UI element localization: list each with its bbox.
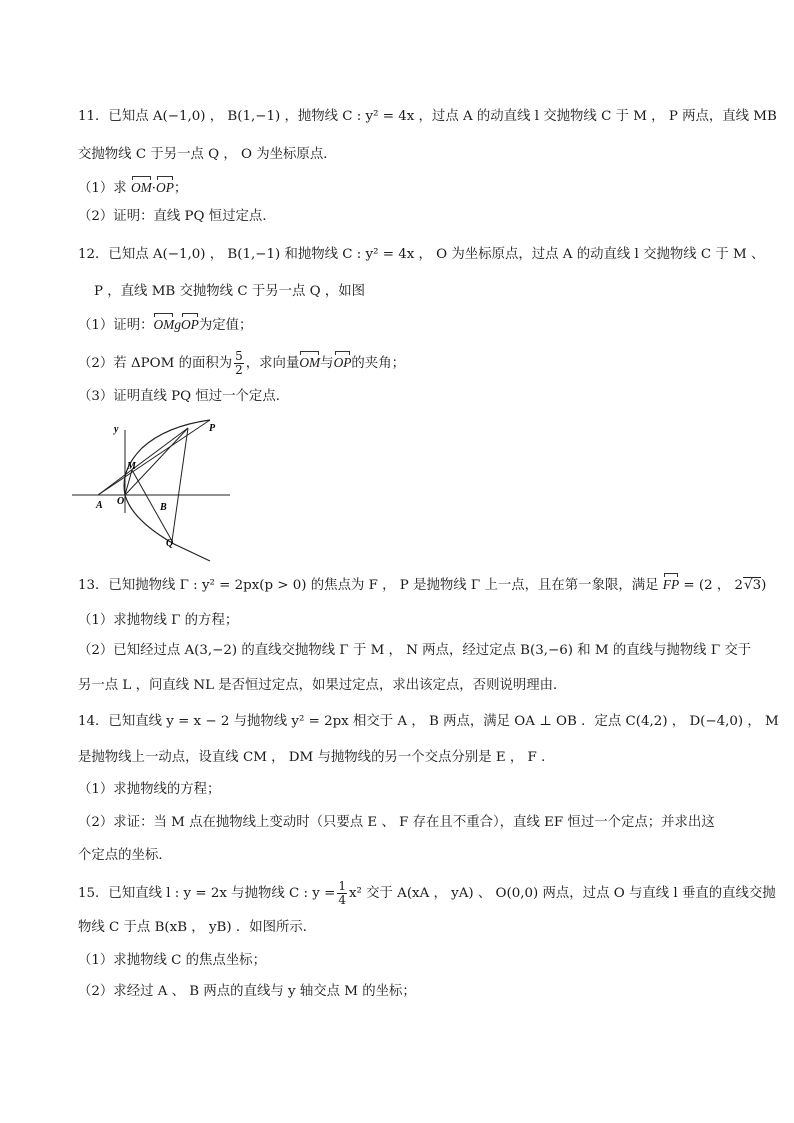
vector-om: OM (130, 180, 152, 195)
p12-q2-mid: ，求向量 (245, 356, 300, 371)
p14-question-1: （1）求抛物线的方程； (78, 782, 221, 797)
p11-q1-prefix: （1）求 (78, 181, 131, 196)
vector-op: OP (333, 355, 352, 370)
line-pq (172, 428, 188, 541)
p15-line1-suffix: x² 交于 A(xA ， yA) 、 O(0,0) 两点，过点 O 与直线 l 垂直的直线交抛 (348, 886, 776, 901)
p11-q1-suffix: ； (173, 181, 188, 196)
label-y: y (114, 424, 119, 435)
label-a: A (96, 500, 103, 511)
label-q: Q (166, 538, 174, 549)
p15-question-2: （2）求经过 A 、 B 两点的直线与 y 轴交点 M 的坐标； (78, 984, 416, 999)
fraction-numerator: 1 (338, 879, 346, 893)
p14-question-2-line2: 个定点的坐标． (78, 848, 172, 863)
vector-om: OM (299, 355, 321, 370)
vector-op: OP (156, 180, 174, 195)
p11-statement-line2: 交抛物线 C 于另一点 Q ， O 为坐标原点． (78, 147, 337, 162)
p13-line1-prefix: 13．已知抛物线 Γ : y² = 2px(p > 0) 的焦点为 F ， P 是抛物线 Γ 上一点，且在第一象限，满足 (78, 578, 663, 593)
vector-om: OM (153, 317, 175, 332)
p13-question-2-line1: （2）已知经过点 A(3,−2) 的直线交抛物线 Γ 于 M ， N 两点，经过定点 B(3,−6) 和 M 的直线与抛物线 Γ 交于 (78, 643, 752, 658)
parabola-figure (70, 418, 235, 563)
p14-statement-line2: 是抛物线上一动点，设直线 CM ， DM 与抛物线的另一个交点分别是 E ， F ． (78, 750, 555, 765)
p11-statement-line1: 11．已知点 A(−1,0) ， B(1,−1) ，抛物线 C : y² = 4x ，过点 A 的动直线 l 交抛物线 C 于 M ， P 两点，直线 MB (78, 109, 777, 124)
p12-question-2 (78, 350, 405, 377)
label-o: O (117, 496, 125, 507)
p13-line1-mid: = (2 ， 2 (679, 578, 744, 593)
fraction-numerator: 5 (235, 349, 243, 363)
vector-fp: FP (662, 577, 680, 592)
p12-q1-prefix: （1）证明： (78, 318, 154, 333)
fraction-denominator: 2 (235, 363, 243, 377)
p15-question-1: （1）求抛物线 C 的焦点坐标； (78, 953, 266, 968)
sqrt-3: √3 (744, 578, 762, 593)
p15-statement-line1 (78, 880, 776, 907)
label-b: B (160, 502, 167, 513)
p13-statement-line1 (78, 576, 766, 595)
label-p: P (209, 423, 216, 434)
p12-statement-line2: P ，直线 MB 交抛物线 C 于另一点 Q ，如图 (94, 284, 366, 299)
line-amp (98, 428, 188, 495)
p15-line1-prefix: 15．已知直线 l : y = 2x 与抛物线 C : y = (78, 886, 336, 901)
p15-statement-line2: 物线 C 于点 B(xB ， yB) ．如图所示． (78, 920, 317, 935)
p14-question-2-line1: （2）求证：当 M 点在抛物线上变动时（只要点 E 、 F 存在且不重合），直线 EF 恒过一个定点；并求出这 (78, 815, 715, 830)
p14-statement-line1: 14．已知直线 y = x − 2 与抛物线 y² = 2px 相交于 A ， B 两点，满足 OA ⊥ OB ．定点 C(4,2) ， D(−4,0) ， M (78, 714, 779, 729)
p13-question-2-line2: 另一点 L ，问直线 NL 是否恒过定点，如果过定点，求出该定点，否则说明理由． (78, 678, 567, 693)
fraction-denominator: 4 (338, 893, 346, 907)
p11-question-2: （2）证明：直线 PQ 恒过定点． (78, 209, 276, 224)
p11-question-1 (78, 179, 187, 198)
p12-statement-line1: 12．已知点 A(−1,0) ， B(1,−1) 和抛物线 C : y² = 4x ， O 为坐标原点，过点 A 的动直线 l 交抛物线 C 于 M 、 (78, 247, 765, 262)
p12-q1-suffix: 为定值； (198, 318, 253, 333)
p13-question-1: （1）求抛物线 Γ 的方程； (78, 613, 239, 628)
p13-line1-end: ) (761, 578, 767, 593)
p12-question-1 (78, 316, 252, 335)
g-glyph: g (174, 317, 182, 332)
sqrt-radicand: 3 (752, 578, 762, 593)
vector-op: OP (181, 317, 199, 332)
fraction-1-4 (337, 880, 347, 907)
p12-q2-and: 与 (320, 356, 334, 371)
label-m: M (127, 461, 136, 472)
dot-operator: · (151, 181, 157, 196)
p12-q2-prefix: （2）若 ΔPOM 的面积为 (78, 356, 233, 371)
p12-q2-suffix: 的夹角； (351, 356, 405, 371)
p12-question-3: （3）证明直线 PQ 恒过一个定点． (78, 389, 290, 404)
fraction-5-2 (234, 350, 244, 377)
